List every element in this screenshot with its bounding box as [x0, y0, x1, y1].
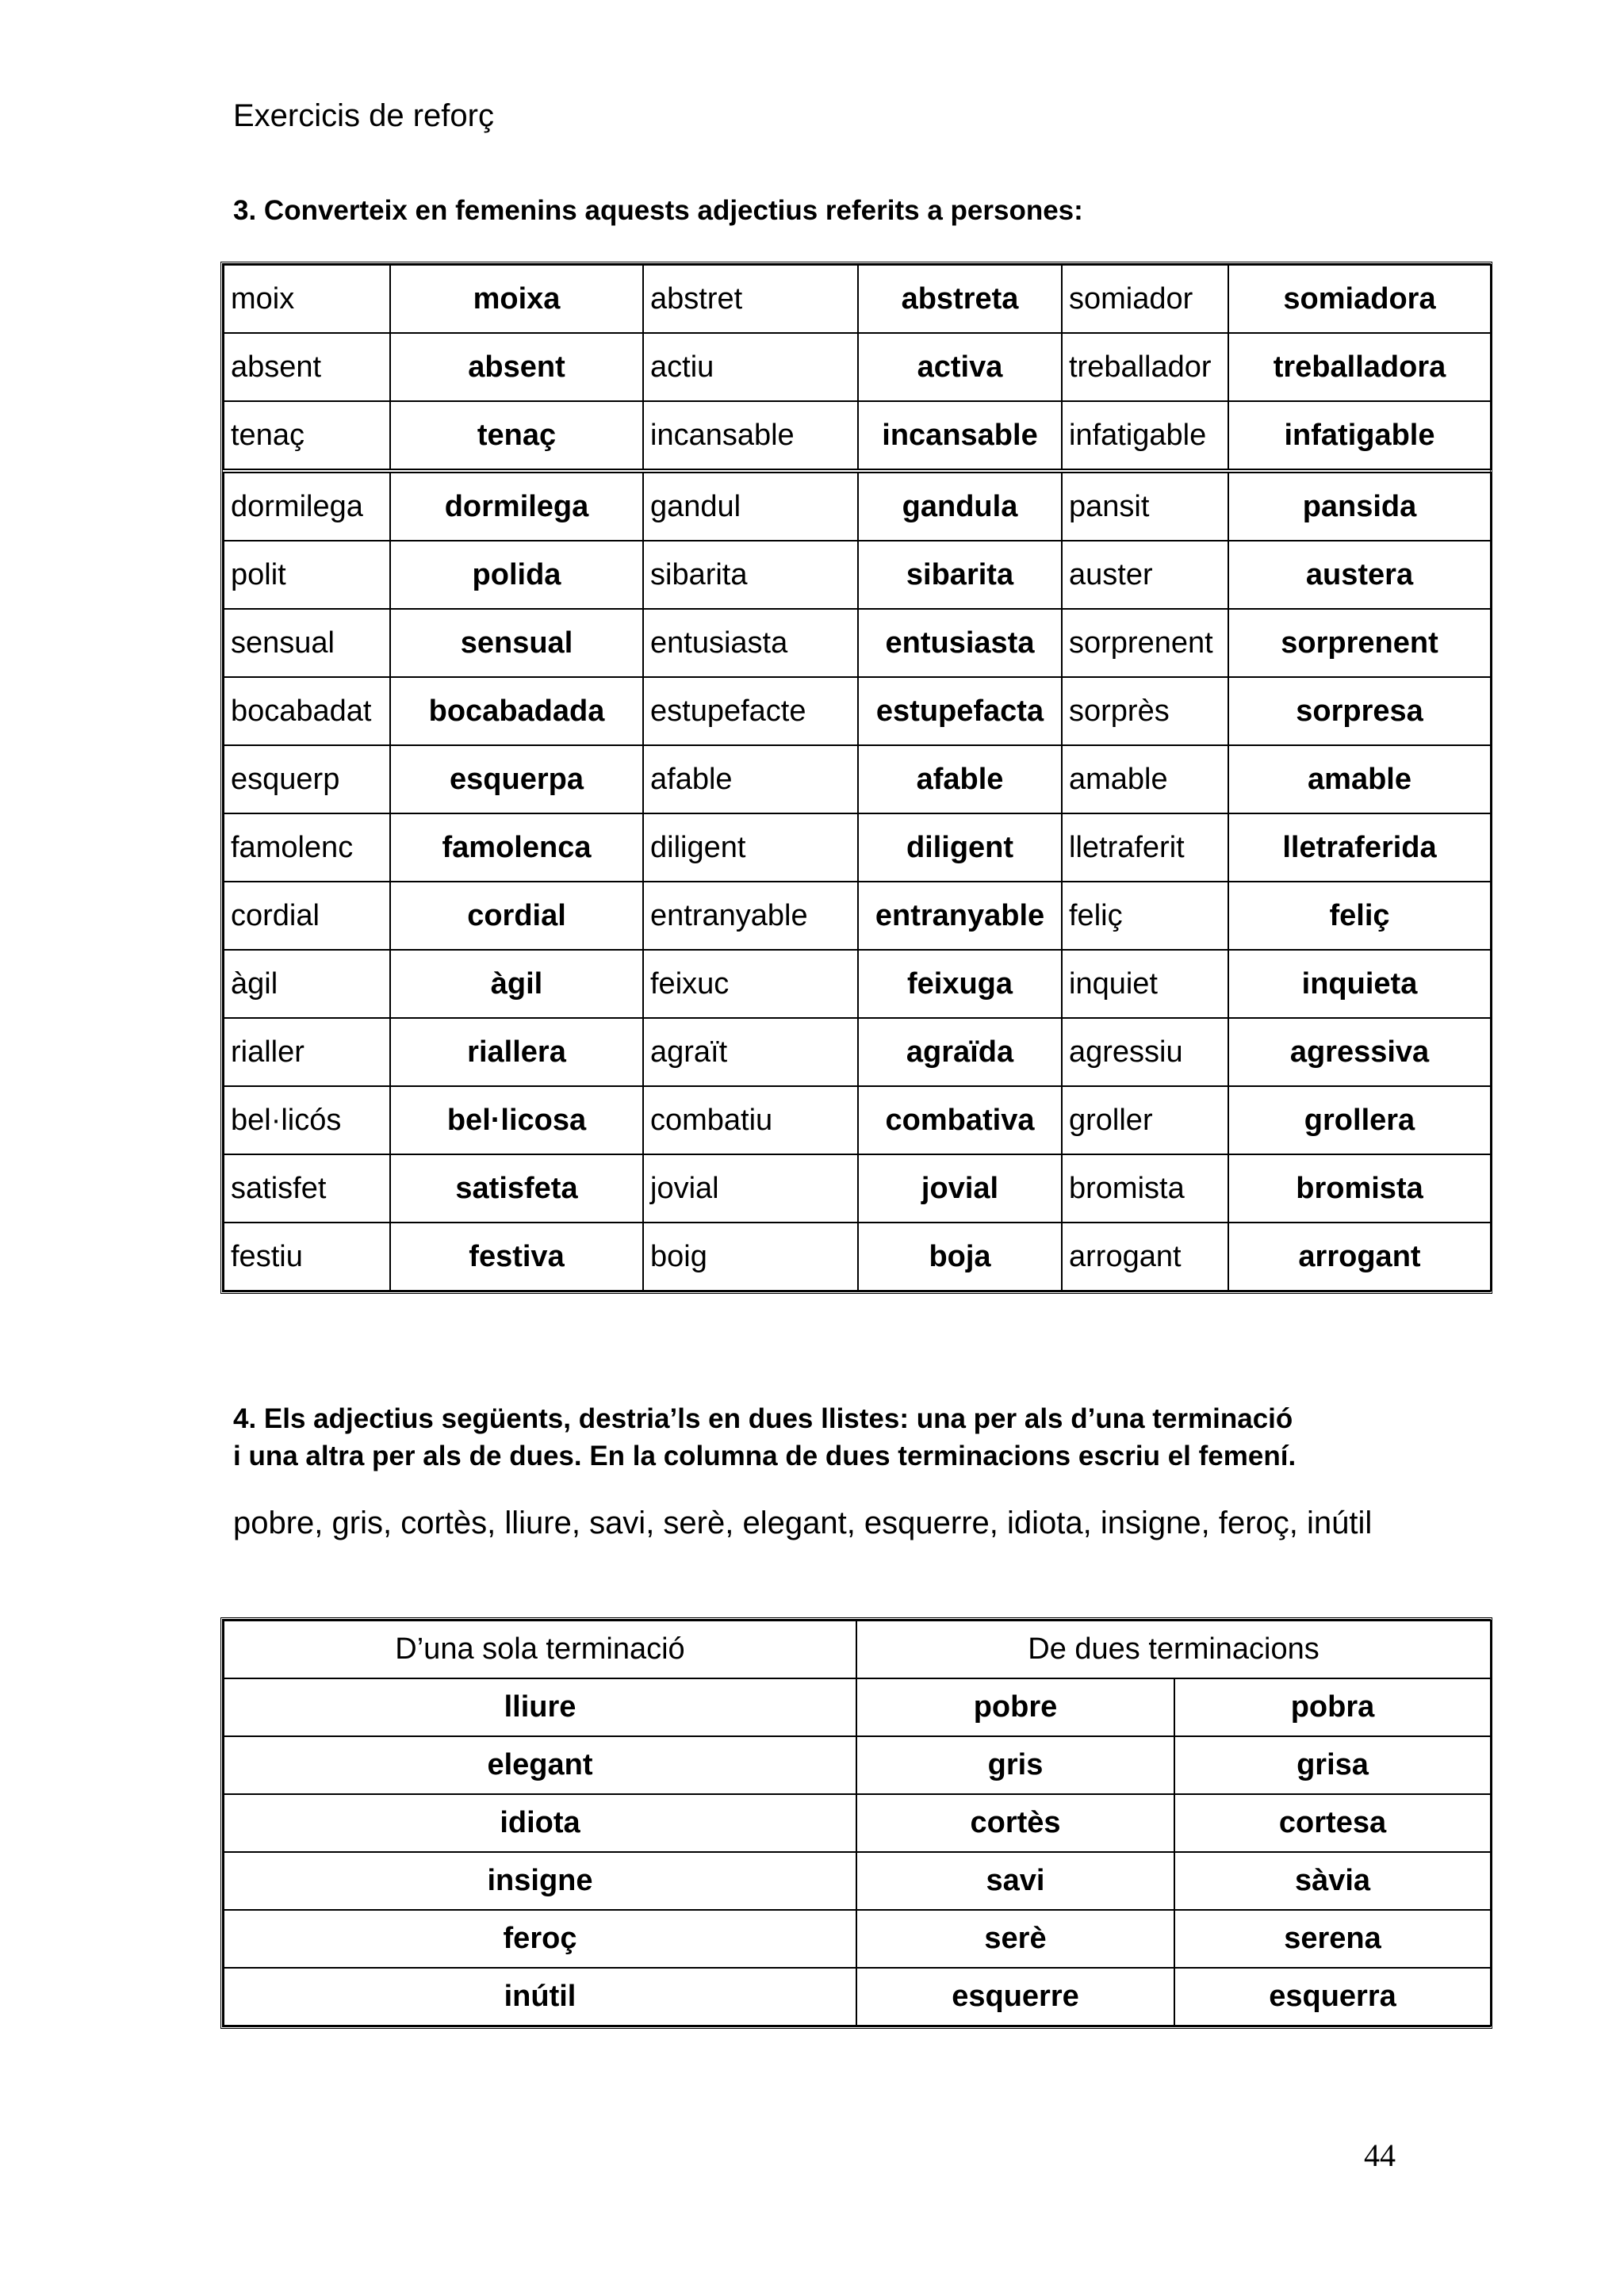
two-endings-masculine-cell: pobre	[856, 1678, 1174, 1736]
adjective-cell: polit	[224, 541, 390, 609]
feminine-form-cell: tenaç	[390, 401, 643, 471]
page-number: 44	[1364, 2137, 1396, 2173]
feminine-form-cell: diligent	[858, 813, 1062, 882]
feminine-form-cell: agraïda	[858, 1018, 1062, 1086]
feminine-form-cell: àgil	[390, 950, 643, 1018]
adjective-cell: agressiu	[1062, 1018, 1228, 1086]
feminine-form-cell: sorprenent	[1228, 609, 1491, 677]
feminine-form-cell: lletraferida	[1228, 813, 1491, 882]
feminine-form-cell: arrogant	[1228, 1223, 1491, 1291]
feminine-form-cell: sensual	[390, 609, 643, 677]
table-row	[224, 1223, 1491, 1291]
two-endings-feminine-cell: pobra	[1174, 1678, 1491, 1736]
exercise-4-heading	[233, 1400, 1296, 1475]
adjective-cell: infatigable	[1062, 401, 1228, 471]
feminine-form-cell: amable	[1228, 745, 1491, 813]
one-ending-cell: inútil	[224, 1968, 856, 2026]
adjective-word-list: pobre, gris, cortès, lliure, savi, serè, elegant, esquerre, idiota, insigne, feroç, inútil	[233, 1506, 1373, 1540]
adjective-cell: boig	[643, 1223, 858, 1291]
feminine-form-cell: incansable	[858, 401, 1062, 471]
feminine-form-cell: famolenca	[390, 813, 643, 882]
feminine-form-cell: austera	[1228, 541, 1491, 609]
two-endings-feminine-cell: cortesa	[1174, 1794, 1491, 1852]
feminine-form-cell: treballadora	[1228, 333, 1491, 401]
one-ending-cell: idiota	[224, 1794, 856, 1852]
two-endings-masculine-cell: savi	[856, 1852, 1174, 1910]
feminine-form-cell: bromista	[1228, 1154, 1491, 1223]
feminine-form-cell: feliç	[1228, 882, 1491, 950]
adjective-cell: tenaç	[224, 401, 390, 471]
table-row	[224, 1154, 1491, 1223]
adjective-cell: bocabadat	[224, 677, 390, 745]
adjective-cell: estupefacte	[643, 677, 858, 745]
column-header-one-ending: D’una sola terminació	[224, 1621, 856, 1678]
table-header-row	[224, 1621, 1491, 1678]
adjective-cell: amable	[1062, 745, 1228, 813]
exercise-3-heading: 3. Converteix en femenins aquests adjectius referits a persones:	[233, 195, 1083, 226]
adjective-cell: dormilega	[224, 471, 390, 541]
adjective-cell: entranyable	[643, 882, 858, 950]
exercise-3-table	[220, 262, 1492, 1294]
adjective-cell: abstret	[643, 265, 858, 333]
feminine-form-cell: activa	[858, 333, 1062, 401]
feminine-form-cell: afable	[858, 745, 1062, 813]
adjective-cell: auster	[1062, 541, 1228, 609]
adjective-cell: feliç	[1062, 882, 1228, 950]
feminine-form-cell: estupefacta	[858, 677, 1062, 745]
one-ending-cell: feroç	[224, 1910, 856, 1968]
feminine-form-cell: sibarita	[858, 541, 1062, 609]
adjective-cell: cordial	[224, 882, 390, 950]
table-row	[224, 1852, 1491, 1910]
adjective-cell: somiador	[1062, 265, 1228, 333]
table-row	[224, 677, 1491, 745]
table-row	[224, 609, 1491, 677]
table-row	[224, 1678, 1491, 1736]
adjective-cell: festiu	[224, 1223, 390, 1291]
table-row	[224, 1736, 1491, 1794]
adjective-cell: jovial	[643, 1154, 858, 1223]
adjective-cell: bromista	[1062, 1154, 1228, 1223]
adjective-cell: bel·licós	[224, 1086, 390, 1154]
adjective-cell: famolenc	[224, 813, 390, 882]
feminine-form-cell: agressiva	[1228, 1018, 1491, 1086]
table-row	[224, 265, 1491, 333]
feminine-form-cell: combativa	[858, 1086, 1062, 1154]
feminine-form-cell: gandula	[858, 471, 1062, 541]
two-endings-feminine-cell: serena	[1174, 1910, 1491, 1968]
two-endings-feminine-cell: esquerra	[1174, 1968, 1491, 2026]
adjective-cell: actiu	[643, 333, 858, 401]
feminine-form-cell: dormilega	[390, 471, 643, 541]
exercise-4-heading-line-2: i una altra per als de dues. En la columna de dues terminacions escriu el femení.	[233, 1441, 1297, 1471]
two-endings-feminine-cell: sàvia	[1174, 1852, 1491, 1910]
feminine-form-cell: infatigable	[1228, 401, 1491, 471]
adjective-cell: lletraferit	[1062, 813, 1228, 882]
two-endings-masculine-cell: cortès	[856, 1794, 1174, 1852]
table-row	[224, 401, 1491, 471]
table-row	[224, 541, 1491, 609]
two-endings-masculine-cell: serè	[856, 1910, 1174, 1968]
feminine-form-cell: riallera	[390, 1018, 643, 1086]
table-row	[224, 882, 1491, 950]
table-row	[224, 813, 1491, 882]
adjective-cell: rialler	[224, 1018, 390, 1086]
adjective-cell: moix	[224, 265, 390, 333]
feminine-form-cell: moixa	[390, 265, 643, 333]
adjective-cell: afable	[643, 745, 858, 813]
adjective-cell: combatiu	[643, 1086, 858, 1154]
feminine-form-cell: cordial	[390, 882, 643, 950]
adjective-cell: incansable	[643, 401, 858, 471]
table-row	[224, 1794, 1491, 1852]
table-row	[224, 1086, 1491, 1154]
table-row	[224, 950, 1491, 1018]
adjective-cell: diligent	[643, 813, 858, 882]
table-row	[224, 333, 1491, 401]
two-endings-feminine-cell: grisa	[1174, 1736, 1491, 1794]
adjective-cell: pansit	[1062, 471, 1228, 541]
adjective-cell: entusiasta	[643, 609, 858, 677]
feminine-form-cell: satisfeta	[390, 1154, 643, 1223]
feminine-form-cell: boja	[858, 1223, 1062, 1291]
table-row	[224, 1968, 1491, 2026]
adjective-cell: arrogant	[1062, 1223, 1228, 1291]
feminine-form-cell: entusiasta	[858, 609, 1062, 677]
feminine-form-cell: pansida	[1228, 471, 1491, 541]
page-header: Exercicis de reforç	[233, 98, 494, 133]
feminine-form-cell: bocabadada	[390, 677, 643, 745]
table-row	[224, 471, 1491, 541]
adjective-cell: sorprès	[1062, 677, 1228, 745]
one-ending-cell: insigne	[224, 1852, 856, 1910]
feminine-form-cell: festiva	[390, 1223, 643, 1291]
feminine-form-cell: somiadora	[1228, 265, 1491, 333]
table-row	[224, 1018, 1491, 1086]
two-endings-masculine-cell: esquerre	[856, 1968, 1174, 2026]
adjective-cell: sensual	[224, 609, 390, 677]
adjective-cell: absent	[224, 333, 390, 401]
feminine-form-cell: absent	[390, 333, 643, 401]
feminine-form-cell: bel·licosa	[390, 1086, 643, 1154]
adjective-cell: gandul	[643, 471, 858, 541]
adjective-cell: agraït	[643, 1018, 858, 1086]
adjective-cell: groller	[1062, 1086, 1228, 1154]
adjective-cell: àgil	[224, 950, 390, 1018]
adjective-cell: sibarita	[643, 541, 858, 609]
exercise-4-table	[220, 1617, 1492, 2029]
adjective-cell: sorprenent	[1062, 609, 1228, 677]
table-row	[224, 745, 1491, 813]
adjective-cell: feixuc	[643, 950, 858, 1018]
feminine-form-cell: esquerpa	[390, 745, 643, 813]
adjective-cell: inquiet	[1062, 950, 1228, 1018]
feminine-form-cell: polida	[390, 541, 643, 609]
adjective-cell: treballador	[1062, 333, 1228, 401]
one-ending-cell: lliure	[224, 1678, 856, 1736]
two-endings-masculine-cell: gris	[856, 1736, 1174, 1794]
one-ending-cell: elegant	[224, 1736, 856, 1794]
feminine-form-cell: inquieta	[1228, 950, 1491, 1018]
feminine-form-cell: jovial	[858, 1154, 1062, 1223]
exercise-4-heading-line-1: 4. Els adjectius següents, destria’ls en dues llistes: una per als d’una terminació	[233, 1403, 1293, 1434]
feminine-form-cell: abstreta	[858, 265, 1062, 333]
adjective-cell: esquerp	[224, 745, 390, 813]
adjective-cell: satisfet	[224, 1154, 390, 1223]
feminine-form-cell: grollera	[1228, 1086, 1491, 1154]
column-header-two-endings: De dues terminacions	[856, 1621, 1491, 1678]
feminine-form-cell: feixuga	[858, 950, 1062, 1018]
table-row	[224, 1910, 1491, 1968]
feminine-form-cell: entranyable	[858, 882, 1062, 950]
feminine-form-cell: sorpresa	[1228, 677, 1491, 745]
